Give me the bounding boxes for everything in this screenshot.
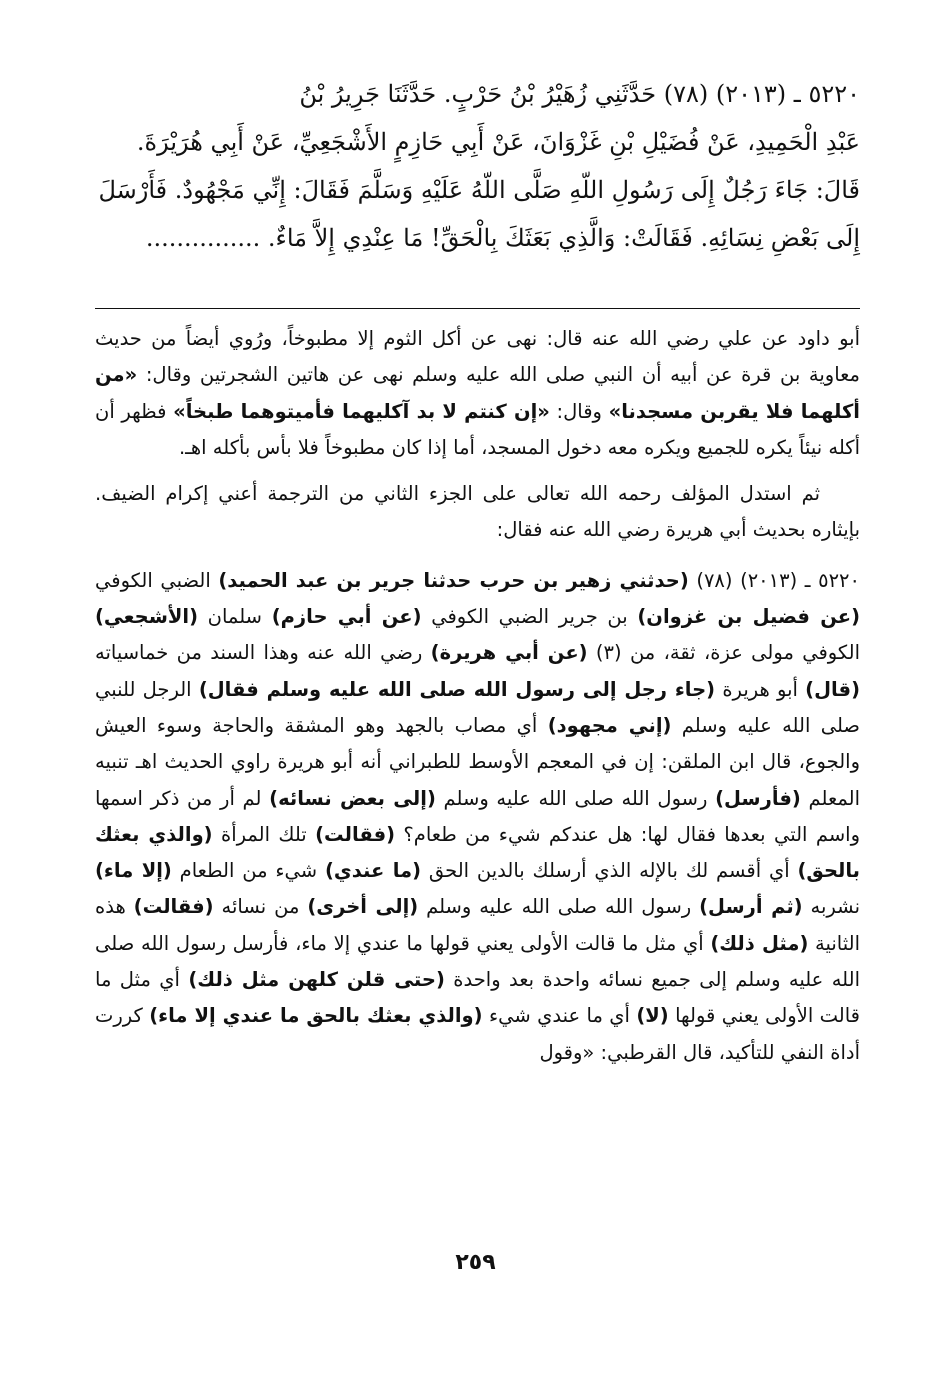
- bold-quote: (ما عندي): [324, 859, 422, 883]
- text-run: رسول الله صلى الله عليه وسلم: [418, 895, 700, 919]
- bold-quote: (فقالت): [133, 895, 214, 919]
- bold-quote: (والذي بعثك بالحق ما عندي إلا ماء): [149, 1004, 483, 1028]
- text-run: فظهر أن أكله نيئاً يكره للجميع ويكره معه دخول المسجد، أما إذا كان مطبوخاً فلا بأس بأكله اهـ.: [95, 399, 860, 459]
- text-run: الكوفي مولى عزة، ثقة، من (٣): [587, 641, 861, 665]
- bold-quote: «من أكلهما فلا يقربن مسجدنا»: [95, 363, 860, 423]
- bold-quote: (إني مجهود): [547, 713, 672, 737]
- page-number: ٢٥٩: [455, 1250, 496, 1275]
- text-run: كررت أداة النفي للتأكيد، قال القرطبي: «وقول: [95, 1004, 860, 1064]
- text-run: سلمان: [198, 605, 272, 629]
- bold-quote: (والذي بعثك بالحق): [95, 822, 860, 883]
- text-run: من نسائه: [213, 895, 308, 919]
- text-run: رضي الله عنه وهذا السند من خماسياته: [95, 641, 431, 665]
- text-run: أي ما عندي شيء: [482, 1004, 637, 1028]
- bold-quote: (إلا ماء): [95, 859, 172, 883]
- bold-quote: (إلى أخرى): [307, 895, 419, 919]
- text-run: تلك المرأة: [212, 822, 316, 846]
- bold-quote: (حتى قلن كلهن مثل ذلك): [188, 968, 445, 992]
- bold-quote: (عن أبي حازم): [271, 605, 422, 629]
- hadith-line: إِلَى بَعْضِ نِسَائِهِ. فَقَالَتْ: وَالَّذِي بَعَثَكَ بِالْحَقِّ! مَا عِنْدِي إِلاَّ مَاءٌ. ...............: [145, 224, 860, 252]
- text-run: رسول الله صلى الله عليه وسلم: [435, 786, 716, 810]
- bold-quote: (مثل ذلك): [710, 931, 809, 955]
- text-run: نشربه: [802, 895, 861, 919]
- page-body: [95, 70, 860, 1081]
- bold-quote: (قال): [805, 677, 860, 701]
- bold-quote: (عن أبي هريرة): [430, 641, 588, 665]
- bold-quote: «إن كنتم لا بد آكليهما فأميتوهما طبخاً»: [173, 399, 550, 423]
- bold-quote: (لا): [636, 1004, 669, 1028]
- text-run: أي مثل ما قالت الأولى يعني قولها ما عندي إلا ماء، فأرسل رسول الله صلى الله عليه وسلم إلى جميع نسائه واحدة بعد واحدة: [95, 931, 860, 992]
- commentary-paragraph-2: [95, 476, 860, 549]
- text-run: لم أر من ذكر اسمها واسم التي بعدها فقال لها: هل عندكم شيء من طعام؟: [95, 786, 860, 846]
- text-run: بن جرير الضبي الكوفي: [421, 605, 638, 629]
- commentary-paragraph-1: [95, 321, 860, 466]
- hadith-text: [95, 70, 860, 262]
- text-run: أي أقسم لك بالإله الذي أرسلك بالدين الحق: [421, 859, 798, 883]
- bold-quote: (ثم أرسل): [699, 895, 803, 919]
- text-run: أي مصاب بالجهد وهو المشقة والحاجة وسوء العيش والجوع، قال ابن الملقن: إن في المعجم الأوسط للطبراني أنه أبو هريرة راوي الحديث اهـ تنبيه المعلم: [95, 713, 861, 810]
- text-run: الرجل للنبي صلى الله عليه وسلم: [95, 677, 860, 737]
- hadith-line: قَالَ: جَاءَ رَجُلٌ إِلَى رَسُولِ اللّهِ صَلَّى اللّهُ عَلَيْهِ وَسَلَّمَ فَقَالَ: إِنِّي مَجْهُودٌ. فَأَرْسَلَ: [98, 176, 860, 204]
- text-run: شيء من الطعام: [171, 859, 325, 883]
- text-run: الضبي الكوفي: [95, 568, 219, 592]
- bold-quote: (فأرسل): [715, 786, 801, 810]
- text-run: وقال:: [549, 399, 609, 423]
- commentary-paragraph-3: [95, 563, 860, 1071]
- bold-quote: (عن فضيل بن غزوان): [637, 605, 860, 629]
- footnote-divider: [95, 308, 860, 309]
- text-run: أبو داود عن علي رضي الله عنه قال: نهى عن أكل الثوم إلا مطبوخاً، ورُوي أيضاً من حديث معاوية بن قرة عن أبيه أن النبي صلى الله عليه وسلم نهى عن هاتين الشجرتين وقال:: [95, 327, 860, 387]
- text-run: أبو هريرة: [715, 677, 806, 701]
- hadith-line: ٥٢٢٠ ـ (٢٠١٣) (٧٨) حَدَّثَنِي زُهَيْرُ بْنُ حَرْبٍ. حَدَّثَنَا جَرِيرُ بْنُ: [299, 80, 860, 108]
- bold-quote: (إلى بعض نسائه): [269, 786, 436, 810]
- bold-quote: (حدثني زهير بن حرب حدثنا جرير بن عبد الحميد): [218, 568, 689, 592]
- bold-quote: (جاء رجل إلى رسول الله صلى الله عليه وسلم فقال): [198, 677, 716, 701]
- text-run: أي مثل ما قالت الأولى يعني قولها: [95, 968, 860, 1028]
- text-run: هذه الثانية: [95, 895, 860, 955]
- bold-quote: (الأشجعي): [95, 605, 198, 629]
- hadith-line: عَبْدِ الْحَمِيدِ، عَنْ فُضَيْلِ بْنِ غَزْوَانَ، عَنْ أَبِي حَازِمٍ الأَشْجَعِيِّ، عَنْ أَبِي هُرَيْرَةَ.: [136, 128, 860, 156]
- bold-quote: (فقالت): [315, 822, 396, 846]
- text-run: ثم استدل المؤلف رحمه الله تعالى على الجزء الثاني من الترجمة أعني إكرام الضيف. بإيثاره بحديث أبي هريرة رضي الله عنه فقال:: [95, 482, 860, 542]
- text-run: ٥٢٢٠ ـ (٢٠١٣) (٧٨): [688, 568, 861, 592]
